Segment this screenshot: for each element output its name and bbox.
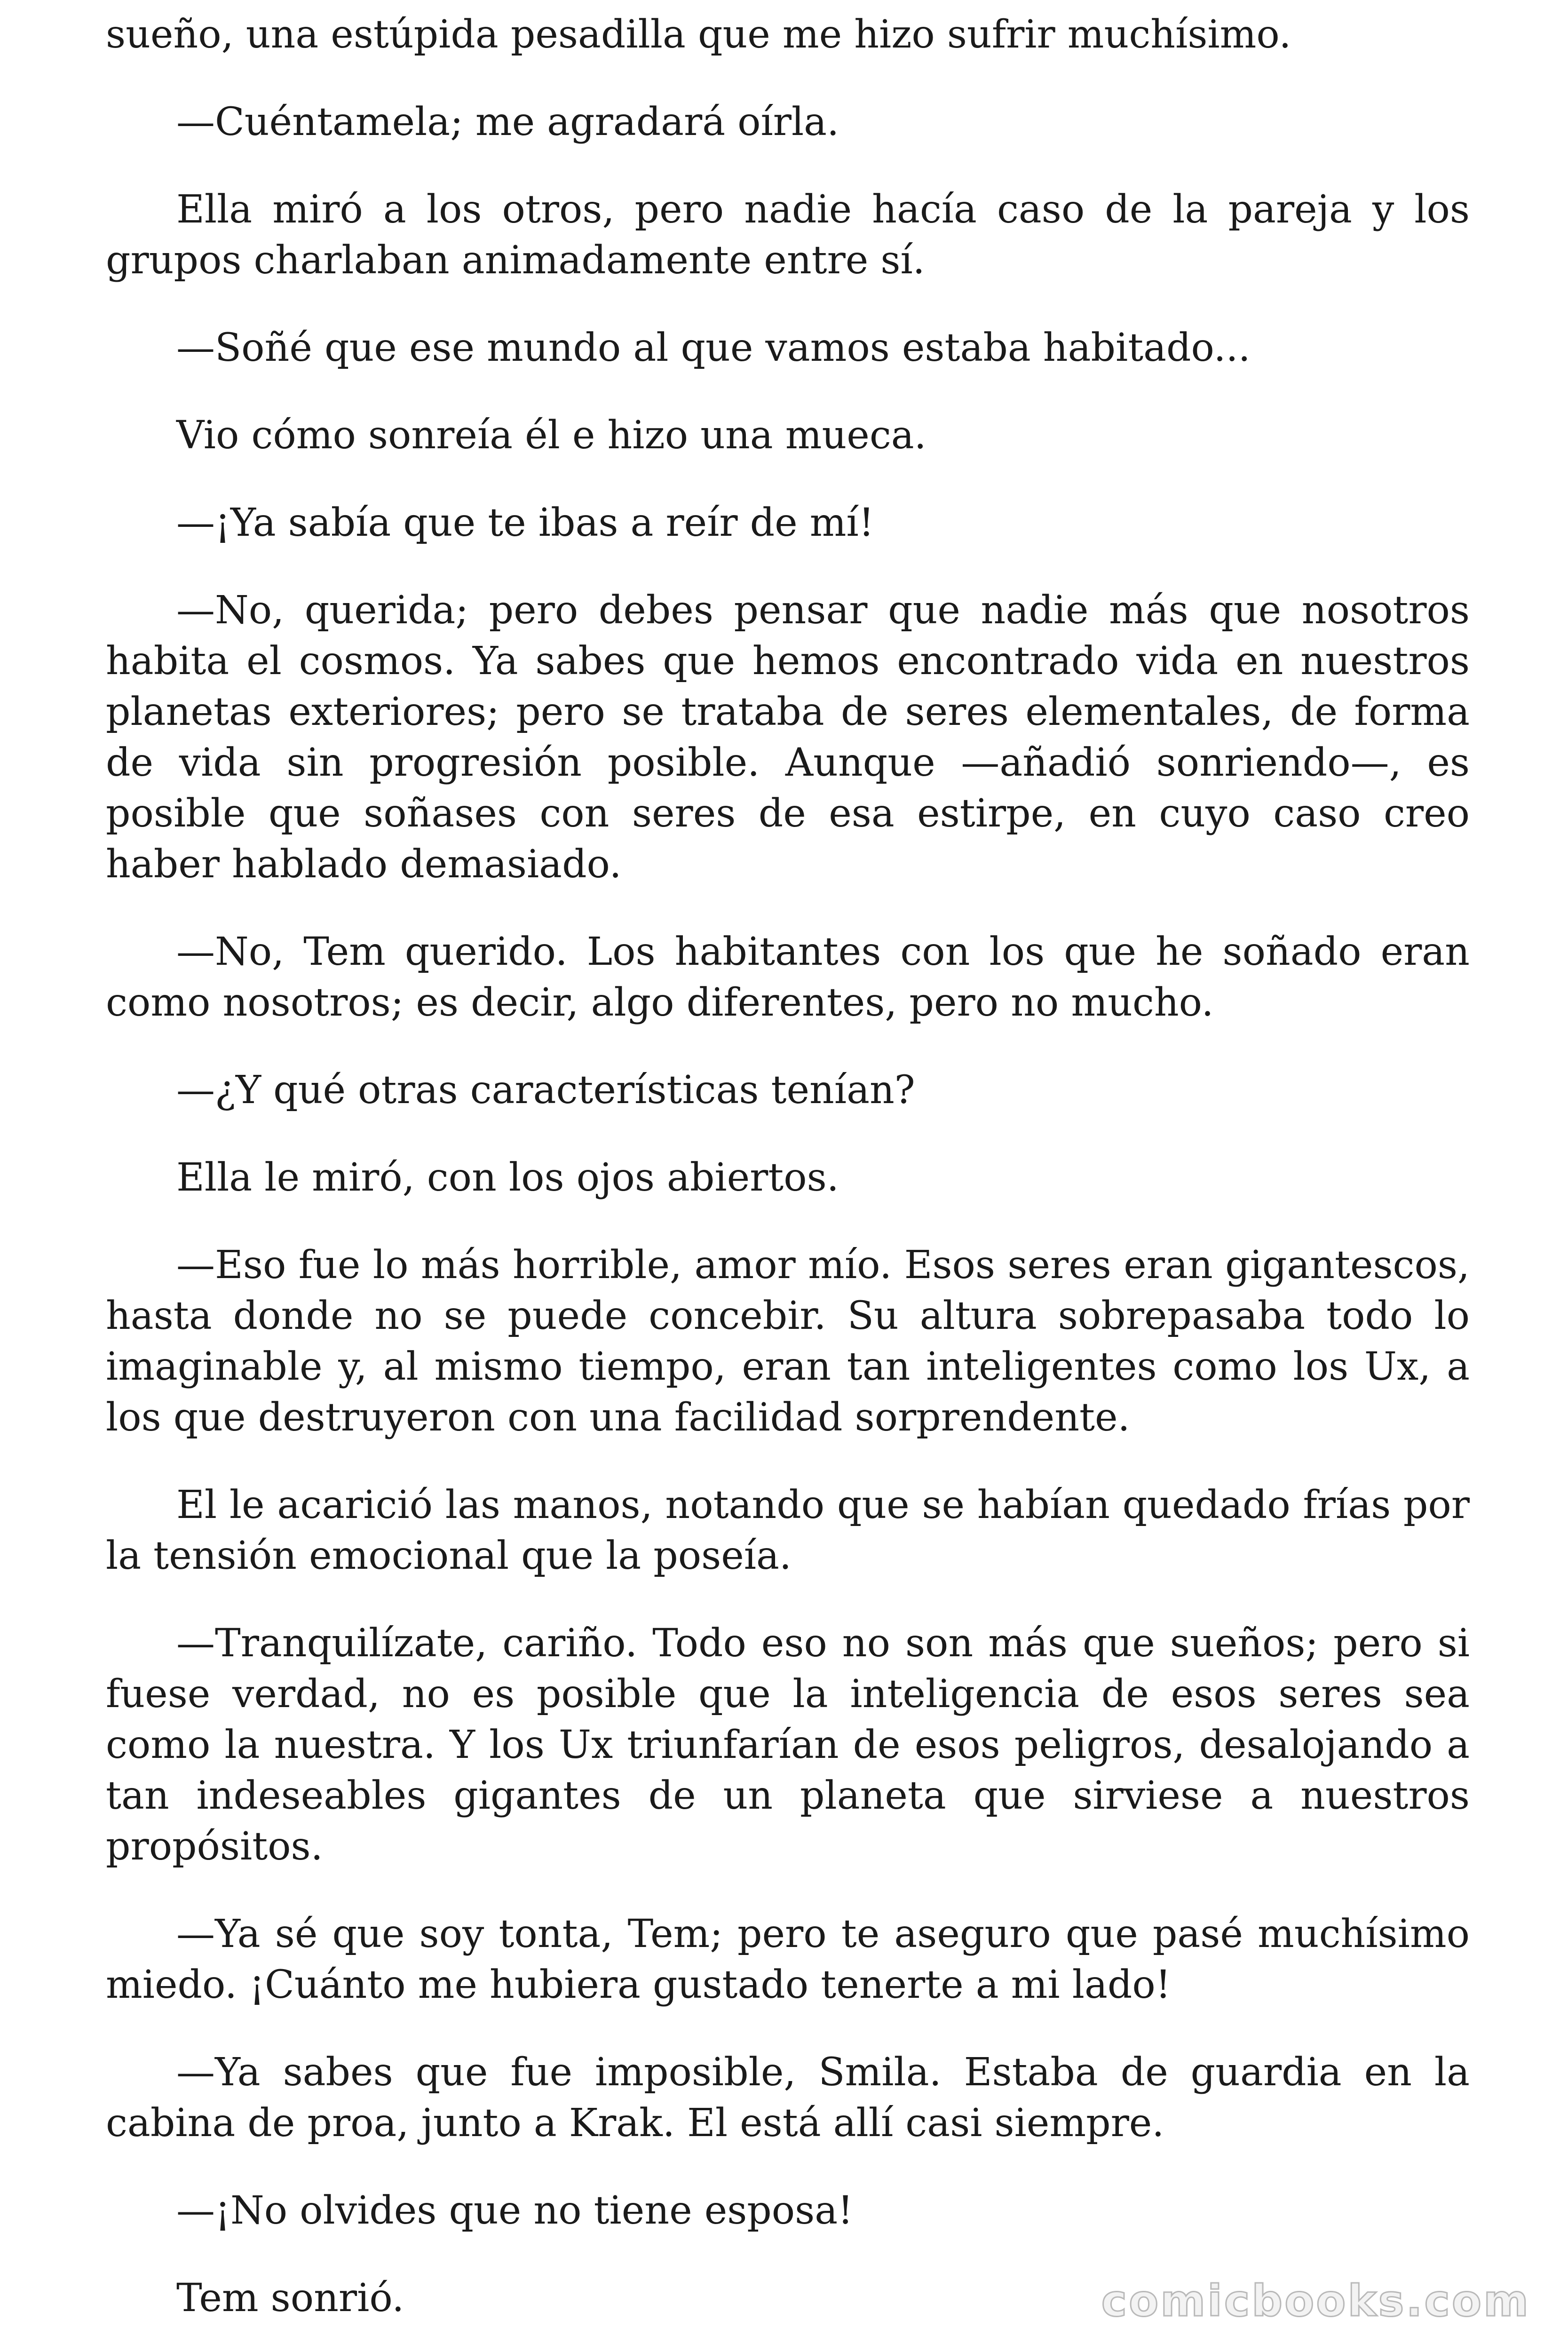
paragraph-3: Ella miró a los otros, pero nadie hacía caso de la pareja y los grupos charlaban animadamente entre sí. [106,187,1470,283]
paragraph-14: —Ya sé que soy tonta, Tem; pero te aseguro que pasé muchísimo miedo. ¡Cuánto me hubiera gustado tenerte a mi lado! [106,1912,1470,2007]
paragraph-1: sueño, una estúpida pesadilla que me hizo sufrir muchísimo. [106,12,1291,57]
paragraph-17: Tem sonrió. [176,2276,404,2320]
paragraph-13: —Tranquilízate, cariño. Todo eso no son más que sueños; pero si fuese verdad, no es posible que la inteligencia de esos seres sea como la nuestra. Y los Ux triunfarían de esos peligros, desalojando a tan indeseables gigantes de un planeta que sirviese a nuestros propósitos. [106,1621,1470,1869]
paragraph-6: —¡Ya sabía que te ibas a reír de mí! [176,501,874,545]
paragraph-16: —¡No olvides que no tiene esposa! [176,2188,854,2233]
paragraph-15: —Ya sabes que fue imposible, Smila. Estaba de guardia en la cabina de proa, junto a Krak. El está allí casi siempre. [106,2050,1470,2145]
paragraph-11: —Eso fue lo más horrible, amor mío. Esos seres eran gigantescos, hasta donde no se puede concebir. Su altura sobrepasaba todo lo imaginable y, al mismo tiempo, eran tan inteligentes como los Ux, a los que destruyeron con una facilidad sorprendente. [106,1243,1470,1440]
paragraph-9: —¿Y qué otras características tenían? [176,1068,915,1112]
paragraph-10: Ella le miró, con los ojos abiertos. [176,1155,839,1200]
watermark-logo: comicbooks.com [1101,2276,1530,2326]
paragraph-12: El le acarició las manos, notando que se habían quedado frías por la tensión emocional que la poseía. [106,1483,1470,1578]
body-text [106,9,1470,2352]
paragraph-4: —Soñé que ese mundo al que vamos estaba habitado... [176,326,1251,370]
paragraph-5: Vio cómo sonreía él e hizo una mueca. [176,413,927,458]
paragraph-8: —No, Tem querido. Los habitantes con los que he soñado eran como nosotros; es decir, algo diferentes, pero no mucho. [106,930,1470,1025]
paragraph-7: —No, querida; pero debes pensar que nadie más que nosotros habita el cosmos. Ya sabes que hemos encontrado vida en nuestros planetas exteriores; pero se trataba de seres elementales, de forma de vida sin progresión posible. Aunque —añadió sonriendo—, es posible que soñases con seres de esa estirpe, en cuyo caso creo haber hablado demasiado. [106,588,1470,887]
paragraph-2: —Cuéntamela; me agradará oírla. [176,100,839,144]
